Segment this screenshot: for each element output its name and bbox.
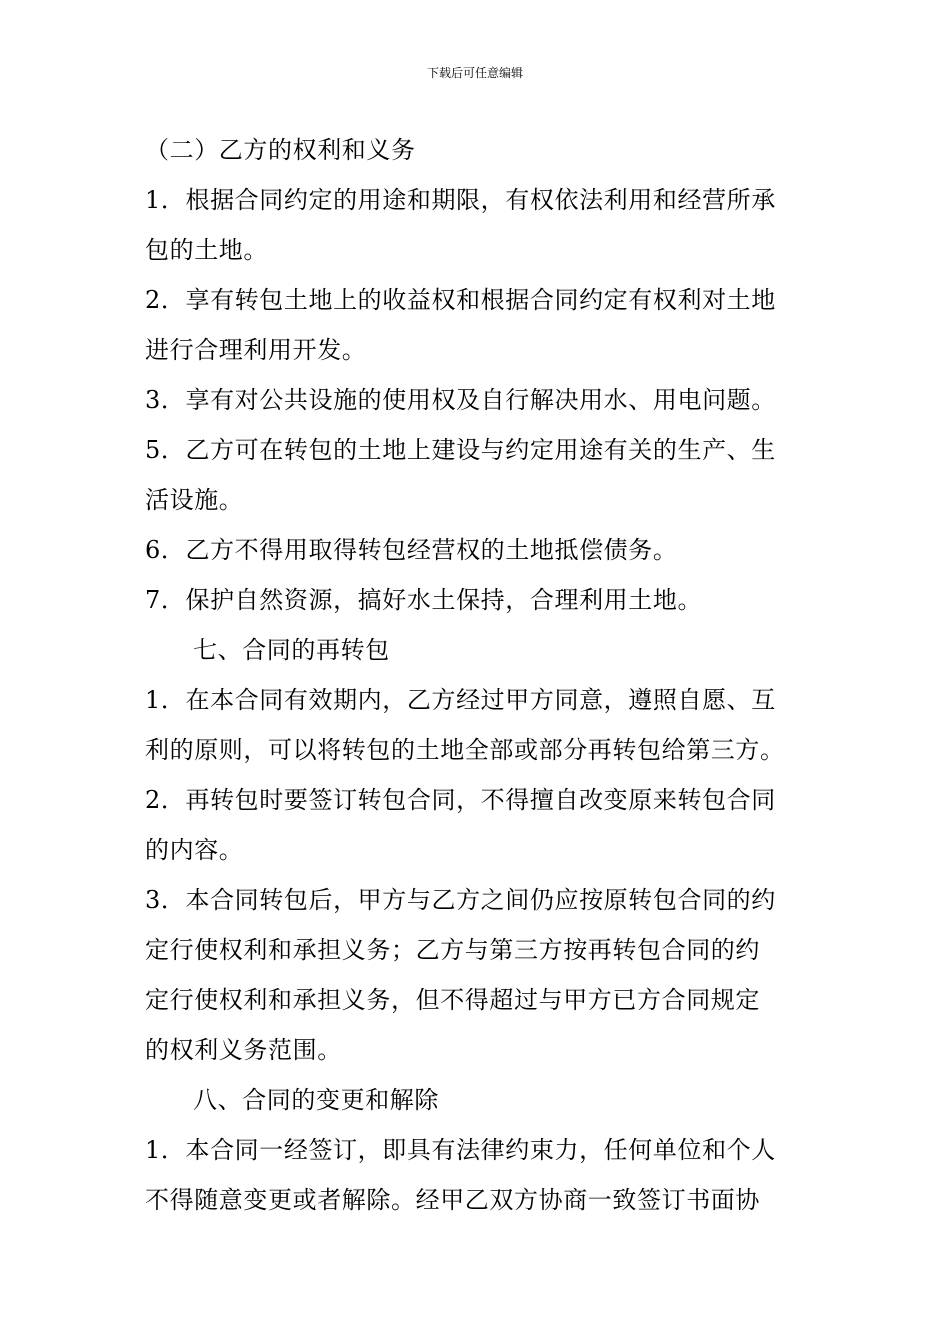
paragraph-line: 不得随意变更或者解除。经甲乙双方协商一致签订书面协 (145, 1186, 760, 1214)
paragraph-line: 3．本合同转包后，甲方与乙方之间仍应按原转包合同的约 (145, 886, 776, 914)
document-body (145, 125, 810, 1225)
section-heading-change-termination: 八、合同的变更和解除 (193, 1086, 439, 1114)
paragraph-line: 6．乙方不得用取得转包经营权的土地抵偿债务。 (145, 536, 678, 564)
page-header-note: 下载后可任意编辑 (426, 66, 523, 80)
paragraph-line: 进行合理利用开发。 (145, 336, 367, 364)
paragraph-line: 定行使权利和承担义务，但不得超过与甲方已方合同规定 (145, 986, 760, 1014)
paragraph-line: 5．乙方可在转包的土地上建设与约定用途有关的生产、生 (145, 436, 776, 464)
paragraph-line: 利的原则，可以将转包的土地全部或部分再转包给第三方。 (145, 736, 785, 764)
paragraph-line: 的内容。 (145, 836, 244, 864)
paragraph-line: 定行使权利和承担义务；乙方与第三方按再转包合同的约 (145, 936, 760, 964)
paragraph-line: 的权利义务范围。 (145, 1036, 342, 1064)
paragraph-line: 2．享有转包土地上的收益权和根据合同约定有权利对土地 (145, 286, 776, 314)
paragraph-line: 7．保护自然资源，搞好水土保持，合理利用土地。 (145, 586, 703, 614)
section-heading-party-b-rights: （二）乙方的权利和义务 (145, 136, 416, 164)
paragraph-line: 2．再转包时要签订转包合同，不得擅自改变原来转包合同 (145, 786, 776, 814)
paragraph-line: 1．根据合同约定的用途和期限，有权依法利用和经营所承 (145, 186, 776, 214)
paragraph-line: 活设施。 (145, 486, 244, 514)
paragraph-line: 3．享有对公共设施的使用权及自行解决用水、用电问题。 (145, 386, 776, 414)
paragraph-line: 1．本合同一经签订，即具有法律约束力，任何单位和个人 (145, 1136, 776, 1164)
section-heading-resubcontract: 七、合同的再转包 (193, 636, 390, 664)
paragraph-line: 1．在本合同有效期内，乙方经过甲方同意，遵照自愿、互 (145, 686, 776, 714)
paragraph-line: 包的土地。 (145, 236, 268, 264)
